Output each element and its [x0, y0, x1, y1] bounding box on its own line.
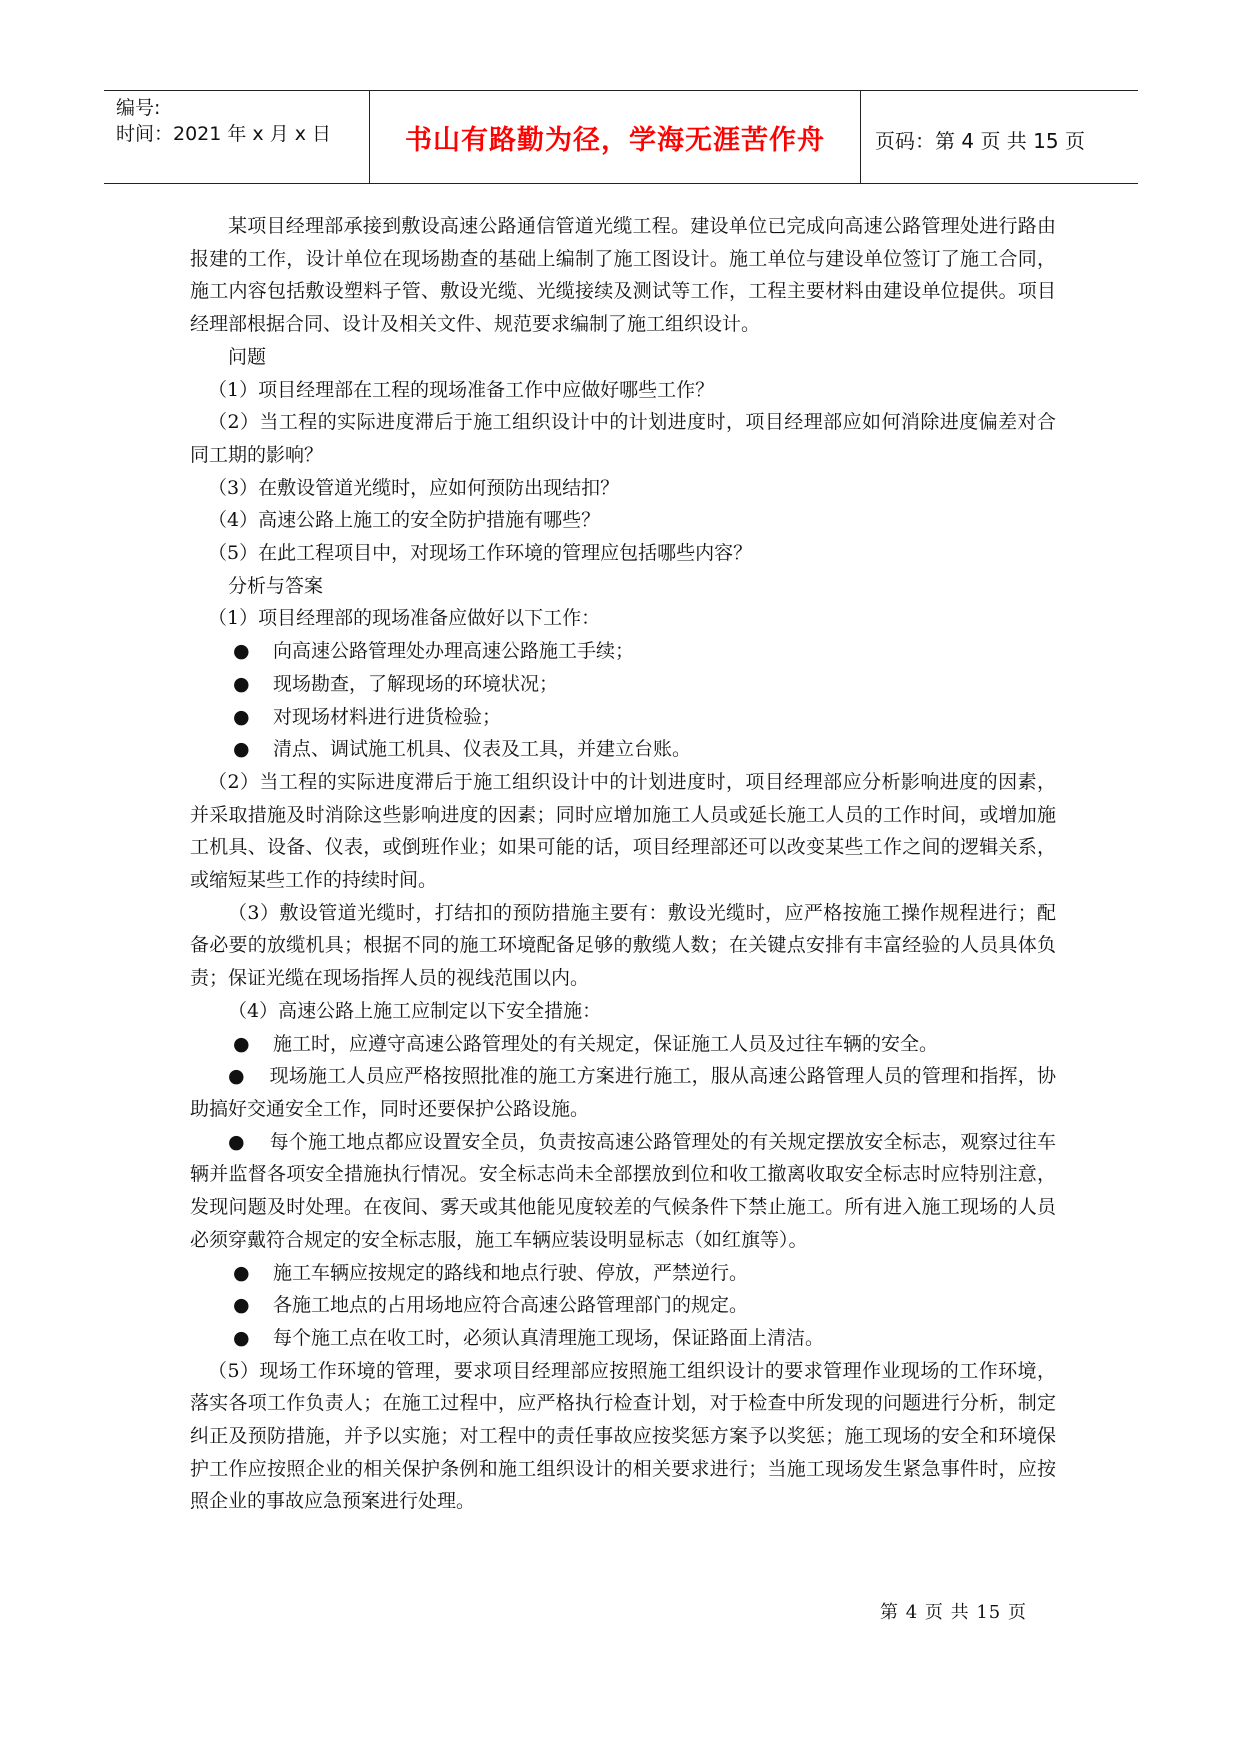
intro-paragraph: 某项目经理部承接到敷设高速公路通信管道光缆工程。建设单位已完成向高速公路管理处进行路由报建的工作，设计单位在现场勘查的基础上编制了施工图设计。施工单位与建设单位签订了施工合同，施工内容包括敷设塑料子管、敷设光缆、光缆接续及测试等工作，工程主要材料由建设单位提供。项目经理部根据合同、设计及相关文件、规范要求编制了施工组织设计。 [190, 215, 1056, 336]
bullet-list-item [190, 733, 1056, 766]
question-item: （1）项目经理部在工程的现场准备工作中应做好哪些工作？ [208, 378, 715, 401]
page-header [104, 90, 1138, 184]
bullet-text: 施工车辆应按规定的路线和地点行驶、停放，严禁逆行。 [273, 1261, 749, 1284]
question-item: （3）在敷设管道光缆时，应如何预防出现结扣？ [208, 476, 620, 499]
questions-heading: 问题 [228, 345, 267, 368]
bullet-text: 对现场材料进行进货检验； [273, 705, 502, 728]
header-middle-cell [369, 91, 861, 183]
page-footer: 第 4 页 共 15 页 [880, 1602, 1027, 1623]
answers-heading: 分析与答案 [228, 574, 324, 597]
answer-1-intro: （1）项目经理部的现场准备应做好以下工作： [208, 607, 601, 630]
header-page-info: 页码：第 4 页 共 15 页 [875, 129, 1085, 153]
bullet-list-item [190, 1257, 1056, 1290]
bullet-list-item [190, 1028, 1056, 1061]
bullet-icon: ● [233, 1261, 250, 1284]
bullet-icon: ● [233, 1326, 250, 1349]
question-item: （4）高速公路上施工的安全防护措施有哪些？ [208, 509, 601, 532]
bullet-list-item [190, 1289, 1056, 1322]
answer-4-intro: （4）高速公路上施工应制定以下安全措施： [228, 999, 602, 1022]
bullet-paragraph-text: 每个施工地点都应设置安全员，负责按高速公路管理处的有关规定摆放安全标志，观察过往车辆并监督各项安全措施执行情况。安全标志尚未全部摆放到位和收工撤离收取安全标志时应特别注意，发现问题及时处理。在夜间、雾天或其他能见度较差的气候条件下禁止施工。所有进入施工现场的人员必须穿戴符合规定的安全标志服，施工车辆应装设明显标志（如红旗等）。 [190, 1130, 1056, 1251]
header-left-cell [104, 91, 369, 183]
bullet-paragraph [190, 1126, 1056, 1257]
bullet-icon: ● [228, 1130, 245, 1153]
bullet-text: 现场勘查，了解现场的环境状况； [273, 672, 559, 695]
bullet-paragraph [190, 1060, 1056, 1125]
bullet-icon: ● [233, 640, 250, 663]
question-item: （2）当工程的实际进度滞后于施工组织设计中的计划进度时，项目经理部应如何消除进度偏差对合同工期的影响？ [190, 411, 1056, 466]
bullet-text: 清点、调试施工机具、仪表及工具，并建立台账。 [273, 738, 692, 761]
bullet-icon: ● [233, 672, 250, 695]
document-body [190, 210, 1056, 1518]
header-motto: 书山有路勤为径，学海无涯苦作舟 [405, 125, 825, 156]
bullet-list-item [190, 1322, 1056, 1355]
bullet-text: 各施工地点的占用场地应符合高速公路管理部门的规定。 [273, 1294, 749, 1317]
bullet-icon: ● [233, 705, 250, 728]
bullet-text: 施工时，应遵守高速公路管理处的有关规定，保证施工人员及过往车辆的安全。 [273, 1032, 939, 1055]
bullet-paragraph-text: 现场施工人员应严格按照批准的施工方案进行施工，服从高速公路管理人员的管理和指挥，协助搞好交通安全工作，同时还要保护公路设施。 [190, 1065, 1056, 1120]
header-right-cell [861, 91, 1138, 183]
bullet-text: 每个施工点在收工时，必须认真清理施工现场，保证路面上清洁。 [273, 1326, 825, 1349]
answer-3-paragraph: （3）敷设管道光缆时，打结扣的预防措施主要有：敷设光缆时，应严格按施工操作规程进行；配备必要的放缆机具；根据不同的施工环境配备足够的敷缆人数；在关键点安排有丰富经验的人员具体负责；保证光缆在现场指挥人员的视线范围以内。 [190, 901, 1056, 990]
answer-2-paragraph: （2）当工程的实际进度滞后于施工组织设计中的计划进度时，项目经理部应分析影响进度的因素，并采取措施及时消除这些影响进度的因素；同时应增加施工人员或延长施工人员的工作时间，或增加施工机具、设备、仪表，或倒班作业；如果可能的话，项目经理部还可以改变某些工作之间的逻辑关系，或缩短某些工作的持续时间。 [190, 770, 1056, 892]
bullet-icon: ● [233, 1032, 250, 1055]
bullet-text: 向高速公路管理处办理高速公路施工手续； [273, 640, 635, 663]
answer-5-paragraph: （5）现场工作环境的管理，要求项目经理部应按照施工组织设计的要求管理作业现场的工作环境，落实各项工作负责人；在施工过程中，应严格执行检查计划，对于检查中所发现的问题进行分析，制定纠正及预防措施，并予以实施；对工程中的责任事故应按奖惩方案予以奖惩；施工现场的安全和环境保护工作应按照企业的相关保护条例和施工组织设计的相关要求进行；当施工现场发生紧急事件时，应按照企业的事故应急预案进行处理。 [190, 1359, 1056, 1513]
bullet-list-item [190, 668, 1056, 701]
bullet-icon: ● [233, 1294, 250, 1317]
document-time-label: 时间：2021 年 x 月 x 日 [116, 123, 332, 145]
bullet-list-item [190, 701, 1056, 734]
bullet-icon: ● [228, 1065, 245, 1088]
bullet-list-item [190, 635, 1056, 668]
document-number-label: 编号: [116, 97, 161, 119]
question-item: （5）在此工程项目中，对现场工作环境的管理应包括哪些内容？ [208, 542, 753, 565]
bullet-icon: ● [233, 738, 250, 761]
